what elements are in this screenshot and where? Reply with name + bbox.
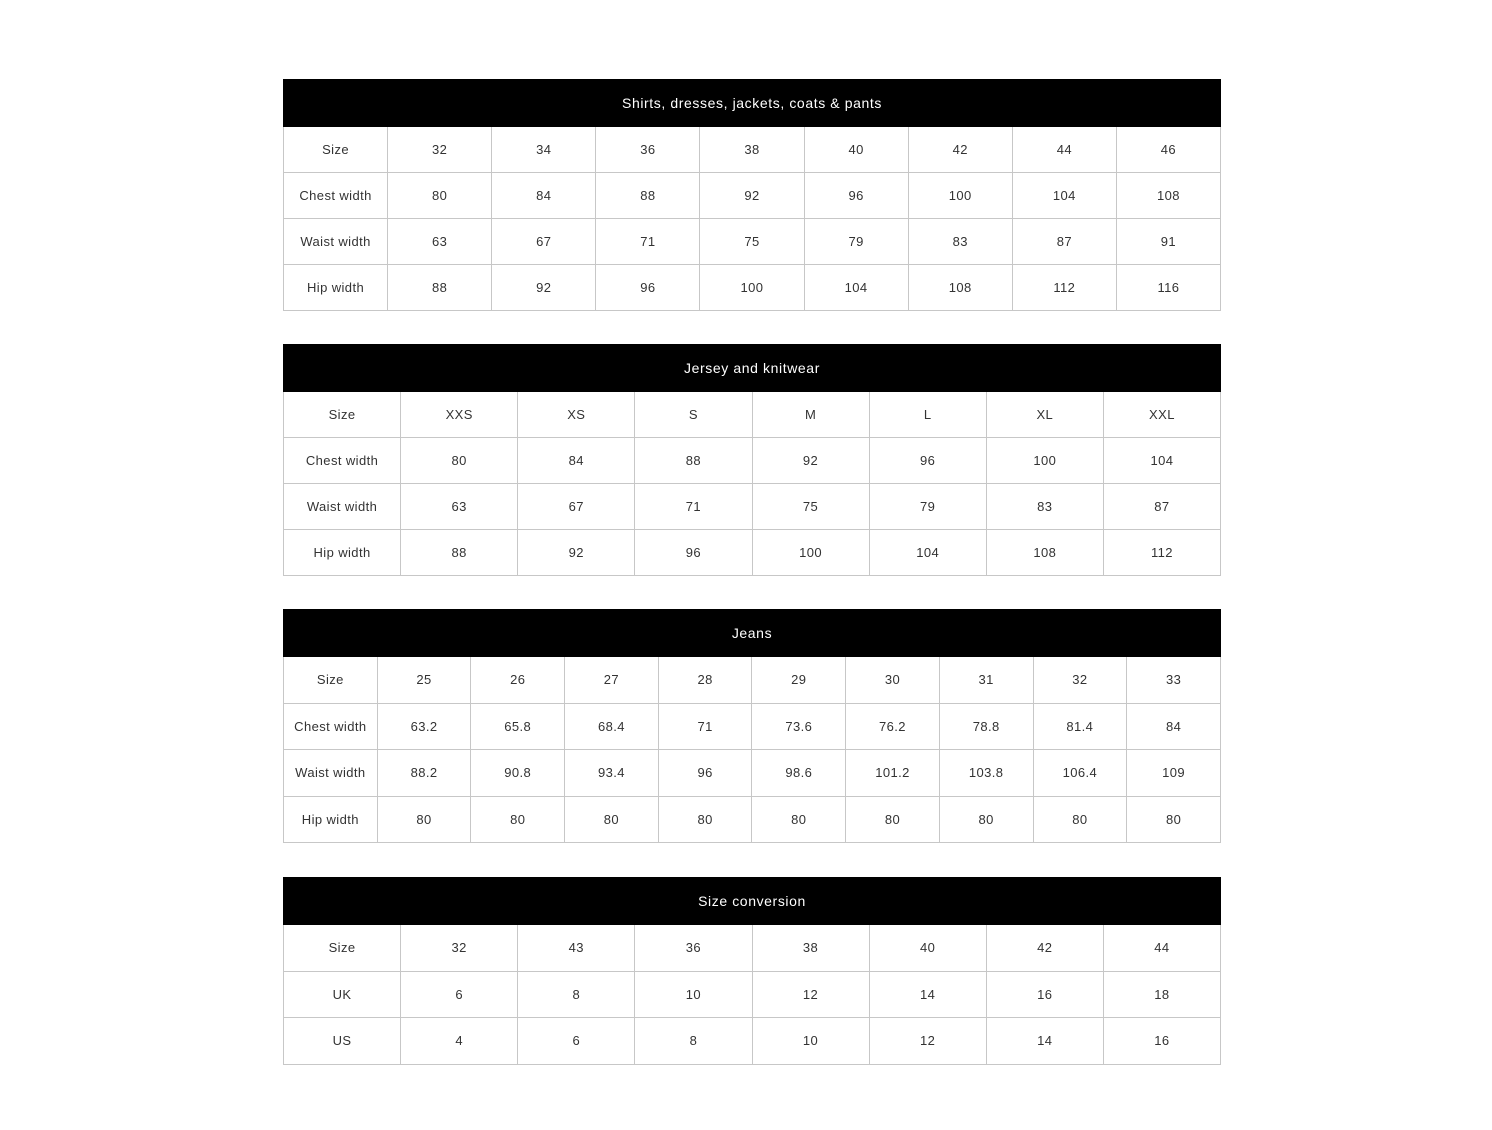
table-cell: 98.6 <box>752 750 846 797</box>
table-cell: 32 <box>1033 657 1127 704</box>
table-cell: 108 <box>908 265 1012 311</box>
table-cell: 81.4 <box>1033 703 1127 750</box>
table-cell: 104 <box>804 265 908 311</box>
table-cell: 63 <box>401 484 518 530</box>
table-row <box>284 127 1221 173</box>
table-cell: 25 <box>377 657 471 704</box>
table-cell: XL <box>986 392 1103 438</box>
table-cell: M <box>752 392 869 438</box>
table-title: Jersey and knitwear <box>284 345 1221 392</box>
table-cell: 36 <box>596 127 700 173</box>
table-cell: 14 <box>986 1018 1103 1065</box>
table-cell: 28 <box>658 657 752 704</box>
table-cell: 75 <box>700 219 804 265</box>
table-cell: 27 <box>565 657 659 704</box>
table-cell: 44 <box>1103 925 1220 972</box>
row-label: Size <box>284 127 388 173</box>
table-cell: 87 <box>1012 219 1116 265</box>
row-label: Hip width <box>284 265 388 311</box>
table-cell: 12 <box>752 971 869 1018</box>
table-cell: XXL <box>1103 392 1220 438</box>
table-cell: 79 <box>804 219 908 265</box>
table-row <box>284 657 1221 704</box>
table-cell: 88 <box>401 530 518 576</box>
table-cell: 92 <box>700 173 804 219</box>
table-cell: 92 <box>492 265 596 311</box>
table-cell: 67 <box>518 484 635 530</box>
table-row <box>284 796 1221 843</box>
table-cell: 84 <box>518 438 635 484</box>
table-cell: 63 <box>388 219 492 265</box>
table-cell: 88 <box>596 173 700 219</box>
table-cell: XS <box>518 392 635 438</box>
row-label: Waist width <box>284 484 401 530</box>
table-cell: 10 <box>635 971 752 1018</box>
table-cell: 40 <box>804 127 908 173</box>
row-label: Waist width <box>284 750 378 797</box>
table-cell: 32 <box>388 127 492 173</box>
row-label: Hip width <box>284 796 378 843</box>
table-cell: 100 <box>908 173 1012 219</box>
row-label: Chest width <box>284 438 401 484</box>
table-cell: 32 <box>401 925 518 972</box>
table-cell: 96 <box>635 530 752 576</box>
table-cell: 68.4 <box>565 703 659 750</box>
size-table-jeans <box>283 609 1221 843</box>
table-cell: 84 <box>1127 703 1221 750</box>
table-cell: 93.4 <box>565 750 659 797</box>
table-cell: 80 <box>658 796 752 843</box>
table-cell: 100 <box>700 265 804 311</box>
table-cell: 4 <box>401 1018 518 1065</box>
table-cell: 87 <box>1103 484 1220 530</box>
table-row <box>284 438 1221 484</box>
table-row <box>284 265 1221 311</box>
table-cell: 88.2 <box>377 750 471 797</box>
table-cell: 12 <box>869 1018 986 1065</box>
table-cell: 71 <box>658 703 752 750</box>
table-cell: 42 <box>908 127 1012 173</box>
table-cell: 16 <box>986 971 1103 1018</box>
table-cell: 109 <box>1127 750 1221 797</box>
table-row <box>284 750 1221 797</box>
table-cell: 96 <box>869 438 986 484</box>
table-cell: 40 <box>869 925 986 972</box>
table-cell: 80 <box>752 796 846 843</box>
table-cell: 36 <box>635 925 752 972</box>
table-cell: 84 <box>492 173 596 219</box>
table-cell: S <box>635 392 752 438</box>
table-cell: L <box>869 392 986 438</box>
table-cell: 91 <box>1116 219 1220 265</box>
table-cell: 92 <box>518 530 635 576</box>
table-cell: 73.6 <box>752 703 846 750</box>
table-cell: 83 <box>908 219 1012 265</box>
table-cell: 88 <box>388 265 492 311</box>
row-label: Size <box>284 392 401 438</box>
table-cell: 67 <box>492 219 596 265</box>
table-row <box>284 925 1221 972</box>
table-cell: 88 <box>635 438 752 484</box>
table-cell: 46 <box>1116 127 1220 173</box>
row-label: Size <box>284 657 378 704</box>
table-cell: 18 <box>1103 971 1220 1018</box>
table-cell: 96 <box>596 265 700 311</box>
table-cell: 104 <box>869 530 986 576</box>
table-cell: 103.8 <box>939 750 1033 797</box>
table-cell: 38 <box>752 925 869 972</box>
table-cell: 65.8 <box>471 703 565 750</box>
table-row <box>284 219 1221 265</box>
table-title: Jeans <box>284 610 1221 657</box>
table-cell: 78.8 <box>939 703 1033 750</box>
table-row <box>284 703 1221 750</box>
table-row <box>284 173 1221 219</box>
row-label: UK <box>284 971 401 1018</box>
size-table-shirts <box>283 79 1221 311</box>
size-table-jersey <box>283 344 1221 576</box>
table-cell: 79 <box>869 484 986 530</box>
table-cell: 34 <box>492 127 596 173</box>
table-cell: 116 <box>1116 265 1220 311</box>
table-cell: 112 <box>1103 530 1220 576</box>
table-cell: 80 <box>471 796 565 843</box>
table-cell: 96 <box>804 173 908 219</box>
table-cell: 63.2 <box>377 703 471 750</box>
row-label: Hip width <box>284 530 401 576</box>
table-cell: 80 <box>401 438 518 484</box>
table-cell: 100 <box>986 438 1103 484</box>
size-table-conversion <box>283 877 1221 1065</box>
row-label: US <box>284 1018 401 1065</box>
table-cell: 112 <box>1012 265 1116 311</box>
table-row <box>284 392 1221 438</box>
table-cell: 8 <box>635 1018 752 1065</box>
table-cell: 101.2 <box>846 750 940 797</box>
table-cell: XXS <box>401 392 518 438</box>
table-cell: 80 <box>1127 796 1221 843</box>
table-row <box>284 484 1221 530</box>
table-row <box>284 530 1221 576</box>
table-cell: 80 <box>377 796 471 843</box>
table-cell: 76.2 <box>846 703 940 750</box>
table-cell: 29 <box>752 657 846 704</box>
table-cell: 80 <box>388 173 492 219</box>
table-cell: 90.8 <box>471 750 565 797</box>
row-label: Size <box>284 925 401 972</box>
table-cell: 38 <box>700 127 804 173</box>
table-cell: 108 <box>1116 173 1220 219</box>
table-row <box>284 971 1221 1018</box>
table-cell: 104 <box>1012 173 1116 219</box>
table-title: Shirts, dresses, jackets, coats & pants <box>284 80 1221 127</box>
table-cell: 43 <box>518 925 635 972</box>
table-cell: 71 <box>635 484 752 530</box>
table-cell: 10 <box>752 1018 869 1065</box>
table-cell: 75 <box>752 484 869 530</box>
table-cell: 6 <box>518 1018 635 1065</box>
table-cell: 108 <box>986 530 1103 576</box>
table-cell: 80 <box>565 796 659 843</box>
row-label: Chest width <box>284 173 388 219</box>
table-cell: 80 <box>846 796 940 843</box>
table-cell: 80 <box>939 796 1033 843</box>
table-cell: 80 <box>1033 796 1127 843</box>
table-cell: 96 <box>658 750 752 797</box>
table-cell: 31 <box>939 657 1033 704</box>
table-row <box>284 1018 1221 1065</box>
row-label: Chest width <box>284 703 378 750</box>
table-cell: 14 <box>869 971 986 1018</box>
row-label: Waist width <box>284 219 388 265</box>
table-cell: 6 <box>401 971 518 1018</box>
table-cell: 30 <box>846 657 940 704</box>
table-cell: 83 <box>986 484 1103 530</box>
table-cell: 16 <box>1103 1018 1220 1065</box>
table-cell: 71 <box>596 219 700 265</box>
table-cell: 33 <box>1127 657 1221 704</box>
table-cell: 106.4 <box>1033 750 1127 797</box>
table-cell: 26 <box>471 657 565 704</box>
table-cell: 42 <box>986 925 1103 972</box>
table-title: Size conversion <box>284 878 1221 925</box>
table-cell: 104 <box>1103 438 1220 484</box>
table-cell: 92 <box>752 438 869 484</box>
table-cell: 100 <box>752 530 869 576</box>
table-cell: 44 <box>1012 127 1116 173</box>
table-cell: 8 <box>518 971 635 1018</box>
